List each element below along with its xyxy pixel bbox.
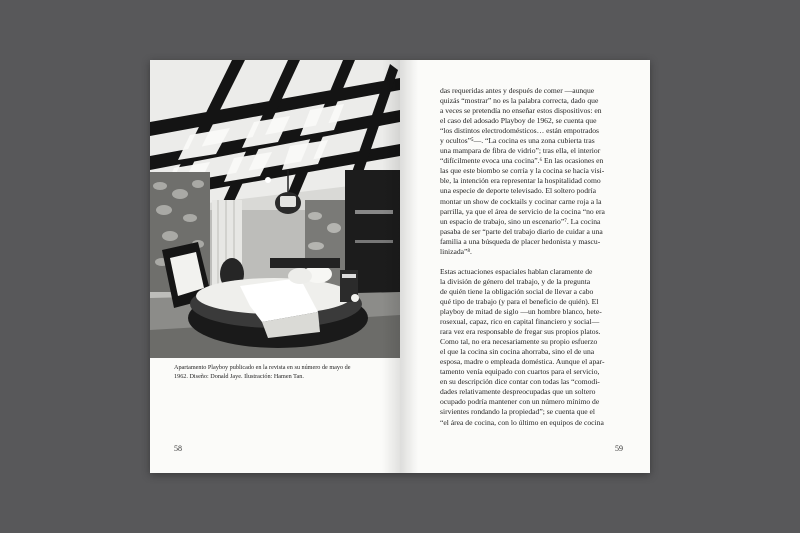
- text-line: el que la cocina sin cocina ahorraba, sino el de una: [440, 347, 595, 357]
- text-line: en su descripción dice contar con todas las “comodi-: [440, 377, 600, 387]
- text-line: dades relativamente despreocupadas que un soltero: [440, 387, 596, 397]
- text-line: de quién tiene la obligación social de llevar a cabo: [440, 286, 594, 296]
- page-number-left: 58: [174, 444, 182, 453]
- text-line: linizada”⁸.: [440, 246, 472, 256]
- text-line: playboy de mitad de siglo —un hombre blanco, hete-: [440, 306, 602, 316]
- text-line: la división de género del trabajo, y de la pregunta: [440, 276, 591, 286]
- body-text: [440, 86, 650, 428]
- text-line: y ocultos”⁵—. “La cocina es una zona cubierta tras: [440, 136, 595, 146]
- text-line: pasaba de ser “parte del trabajo diario de cuidar a una: [440, 226, 603, 236]
- text-line: qué tipo de trabajo (y para el beneficio de quién). El: [440, 296, 599, 306]
- text-line: una mampara de fibra de vidrio”; tras ella, el interior: [440, 146, 601, 156]
- text-line: “difícilmente evoca una cocina”.⁶ En las ocasiones en: [440, 156, 604, 166]
- text-line: “el área de cocina, con lo último en equipos de cocina: [440, 417, 604, 427]
- text-line: “los distintos electrodomésticos… están empotrados: [440, 126, 600, 136]
- text-line: das requeridas antes y después de comer —aunque: [440, 86, 595, 95]
- page-number-right: 59: [615, 444, 623, 453]
- text-line: las que este biombo se corría y la cocina se hacía visi-: [440, 166, 605, 176]
- open-book: [150, 60, 650, 473]
- text-line: esposa, madre o empleada doméstica. Aunque el apar-: [440, 357, 605, 367]
- text-line: tamento venía equipado con cuartos para el servicio,: [440, 367, 600, 377]
- caption-line: Apartamento Playboy publicado en la revista en su número de mayo de: [174, 364, 351, 371]
- text-line: ble, la intención era representar la hospitalidad como: [440, 176, 601, 186]
- gutter-shadow: [400, 60, 418, 473]
- gutter-shadow: [382, 60, 400, 473]
- playboy-apartment-illustration: [150, 60, 400, 358]
- text-line: un espacio de trabajo, sino un escenario”⁷. La cocina: [440, 216, 601, 226]
- text-line: rosexual, capaz, rico en capital financiero y social—: [440, 317, 600, 327]
- paragraph-1: [440, 86, 650, 257]
- text-line: parrilla, ya que el área de servicio de la cocina “no era: [440, 206, 605, 216]
- text-line: ocupado podría mantener con un número mínimo de: [440, 397, 600, 407]
- text-line: el caso del adosado Playboy de 1962, se cuenta que: [440, 116, 597, 126]
- text-line: Estas actuaciones espaciales hablan claramente de: [440, 266, 593, 276]
- figure-caption: [174, 364, 386, 381]
- text-line: rara vez era responsable de fregar sus propios platos.: [440, 327, 601, 337]
- text-line: quizás “mostrar” no es la palabra correcta, dado que: [440, 96, 599, 106]
- text-line: Como tal, no era necesariamente su propio esfuerzo: [440, 337, 598, 347]
- paragraph-2: [440, 267, 650, 428]
- text-line: a veces se pretendía no enseñar estos dispositivos: en: [440, 106, 602, 116]
- text-line: una especie de deporte televisado. El soltero podría: [440, 186, 597, 196]
- text-line: montar un show de cocktails y cocinar carne roja a la: [440, 196, 602, 206]
- text-line: familia a una búsqueda de placer hedonista y mascu-: [440, 236, 601, 246]
- left-page: [150, 60, 400, 473]
- caption-line: 1962. Diseño: Donald Jaye. Ilustración: Hamen Tan.: [174, 372, 304, 380]
- text-line: sirvientes rondando la propiedad”; se cuenta que el: [440, 407, 595, 417]
